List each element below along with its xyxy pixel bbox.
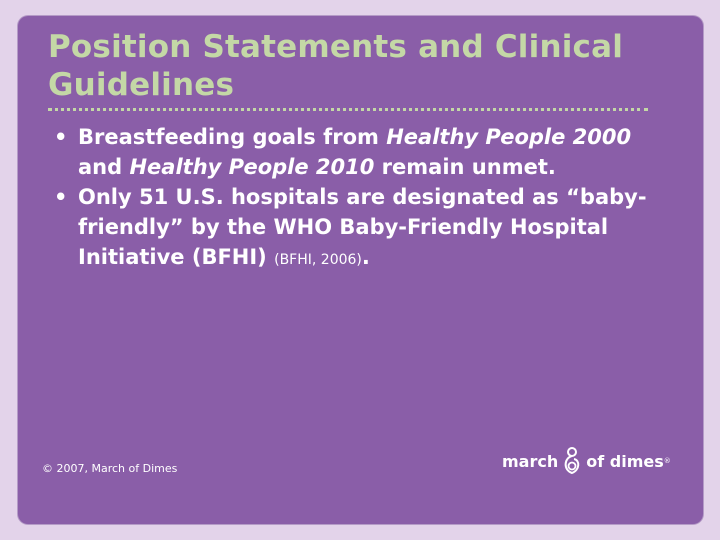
logo-text-of-dimes: of dimes xyxy=(586,451,664,471)
slide-title: Position Statements and Clinical Guidelines xyxy=(48,29,624,103)
bullet-2-citation: (BFHI, 2006) xyxy=(274,252,362,268)
bullet-item-2 xyxy=(54,182,674,275)
bullet-1-italic-hp2000: Healthy People 2000 xyxy=(386,125,632,149)
bullet-1-text-end: remain unmet. xyxy=(374,155,556,179)
bullet-2-period: . xyxy=(361,245,370,269)
logo-text-march: march xyxy=(502,451,559,471)
bullet-1-italic-hp2010: Healthy People 2010 xyxy=(129,155,375,179)
bullet-1-text-middle: and xyxy=(78,155,130,179)
bullet-2-text: Only 51 U.S. hospitals are designated as “baby-friendly” by the WHO Baby-Friendly Hospital Initiative (BFHI) xyxy=(78,185,647,269)
bullet-dot: • xyxy=(54,125,68,149)
title-dotted-rule xyxy=(48,108,648,111)
mother-baby-logo-icon xyxy=(560,446,584,476)
bullet-item-1 xyxy=(54,122,674,182)
bullet-dot: • xyxy=(54,185,68,209)
bullet-list xyxy=(54,122,674,275)
logo-registered-mark: ® xyxy=(663,457,671,465)
march-of-dimes-logo xyxy=(502,446,671,476)
copyright-notice: © 2007, March of Dimes xyxy=(42,462,178,475)
bullet-1-text-start: Breastfeeding goals from xyxy=(78,125,387,149)
